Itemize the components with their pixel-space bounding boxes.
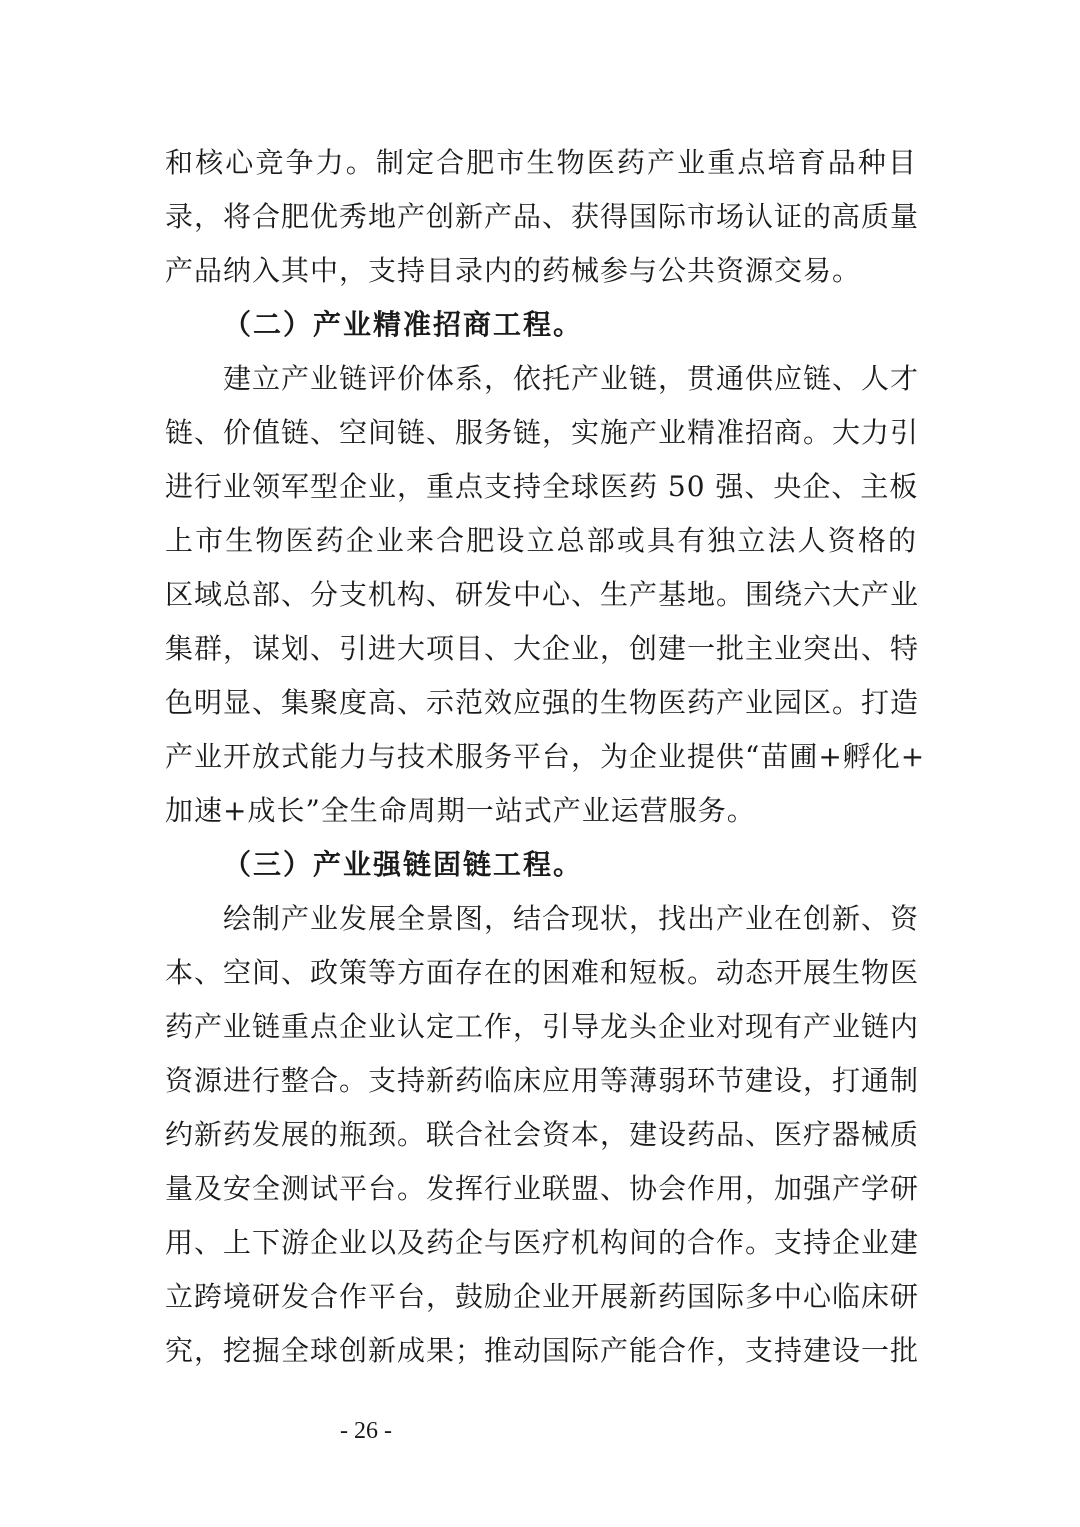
section-heading-3: （三）产业强链固链工程。 [223, 848, 584, 881]
text-line: 色明显、集聚度高、示范效应强的生物医药产业园区。打造 [165, 686, 920, 719]
text-line: 建立产业链评价体系，依托产业链，贯通供应链、人才 [223, 362, 920, 395]
text-line: 绘制产业发展全景图，结合现状，找出产业在创新、资 [223, 902, 920, 935]
text-line: 上市生物医药企业来合肥设立总部或具有独立法人资格的 [165, 524, 917, 557]
text-line: 本、空间、政策等方面存在的困难和短板。动态开展生物医 [165, 956, 920, 989]
page-number: - 26 - [340, 1418, 392, 1444]
text-line: 用、上下游企业以及药企与医疗机构间的合作。支持企业建 [165, 1226, 920, 1259]
text-line: 录，将合肥优秀地产创新产品、获得国际市场认证的高质量 [165, 200, 920, 233]
text-line: 集群，谋划、引进大项目、大企业，创建一批主业突出、特 [165, 632, 920, 665]
text-line: 加速+成长”全生命周期一站式产业运营服务。 [165, 794, 756, 827]
text-line: 区域总部、分支机构、研发中心、生产基地。围绕六大产业 [165, 578, 920, 611]
text-line: 究，挖掘全球创新成果；推动国际产能合作，支持建设一批 [165, 1334, 920, 1367]
text-line: 链、价值链、空间链、服务链，实施产业精准招商。大力引 [165, 416, 920, 449]
text-line: 立跨境研发合作平台，鼓励企业开展新药国际多中心临床研 [165, 1280, 920, 1313]
text-line: 产品纳入其中，支持目录内的药械参与公共资源交易。 [165, 254, 862, 287]
text-line: 产业开放式能力与技术服务平台，为企业提供“苗圃+孵化+ [165, 740, 926, 773]
text-line: 进行业领军型企业，重点支持全球医药 50 强、央企、主板 [165, 470, 919, 503]
document-body [165, 136, 926, 1378]
text-line: 资源进行整合。支持新药临床应用等薄弱环节建设，打通制 [165, 1064, 920, 1097]
text-line: 量及安全测试平台。发挥行业联盟、协会作用，加强产学研 [165, 1172, 920, 1205]
text-line: 和核心竞争力。制定合肥市生物医药产业重点培育品种目 [165, 146, 917, 179]
section-heading-2: （二）产业精准招商工程。 [223, 308, 584, 341]
text-line: 约新药发展的瓶颈。联合社会资本，建设药品、医疗器械质 [165, 1118, 920, 1151]
page-number-footer [0, 1418, 1080, 1445]
text-line: 药产业链重点企业认定工作，引导龙头企业对现有产业链内 [165, 1010, 920, 1043]
